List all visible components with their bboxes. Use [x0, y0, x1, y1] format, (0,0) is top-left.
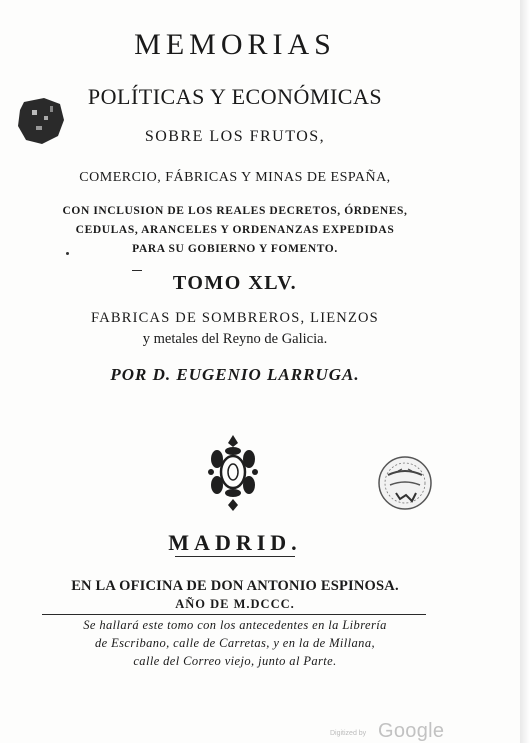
imprint-city: MADRID. — [168, 530, 302, 555]
description-line-2: y metales del Reyno de Galicia. — [142, 331, 328, 347]
note-divider-rule — [42, 614, 426, 615]
title-main: MEMORIAS — [134, 28, 336, 61]
description-line-1: FABRICAS DE SOMBREROS, LIENZOS — [91, 310, 379, 326]
subtitle-line-1: CON INCLUSION DE LOS REALES DECRETOS, ÓRDENES, — [62, 205, 408, 217]
library-stamp-seal — [376, 455, 434, 511]
title-line-3: SOBRE LOS FRUTOS, — [144, 128, 326, 145]
page-edge-shadow — [520, 0, 530, 743]
short-dash-rule — [132, 270, 142, 271]
title-line-2: POLÍTICAS Y ECONÓMICAS — [87, 84, 383, 109]
title-line-4: COMERCIO, FÁBRICAS Y MINAS DE ESPAÑA, — [79, 170, 391, 185]
divider-rule — [175, 556, 295, 557]
digitized-by-label: Digitized by — [330, 730, 367, 737]
imprint-office: EN LA OFICINA DE DON ANTONIO ESPINOSA. — [71, 578, 399, 594]
volume-number: TOMO XLV. — [172, 272, 298, 294]
sale-note-line-1: Se hallará este tomo con los antecedentes en la Librería — [83, 618, 387, 632]
author-line: POR D. EUGENIO LARRUGA. — [110, 365, 360, 384]
sale-note-line-2: de Escribano, calle de Carretas, y en la de Millana, — [94, 636, 375, 650]
google-watermark: Google — [378, 720, 445, 742]
sale-note-line-3: calle del Correo viejo, junto al Parte. — [133, 654, 337, 668]
subtitle-line-2: CEDULAS, ARANCELES Y ORDENANZAS EXPEDIDAS — [75, 224, 395, 236]
imprint-year: AÑO DE M.DCCC. — [175, 597, 295, 611]
printer-dot — [66, 252, 69, 255]
printers-ornament-icon — [205, 433, 261, 513]
subtitle-line-3: PARA SU GOBIERNO Y FOMENTO. — [132, 243, 338, 255]
